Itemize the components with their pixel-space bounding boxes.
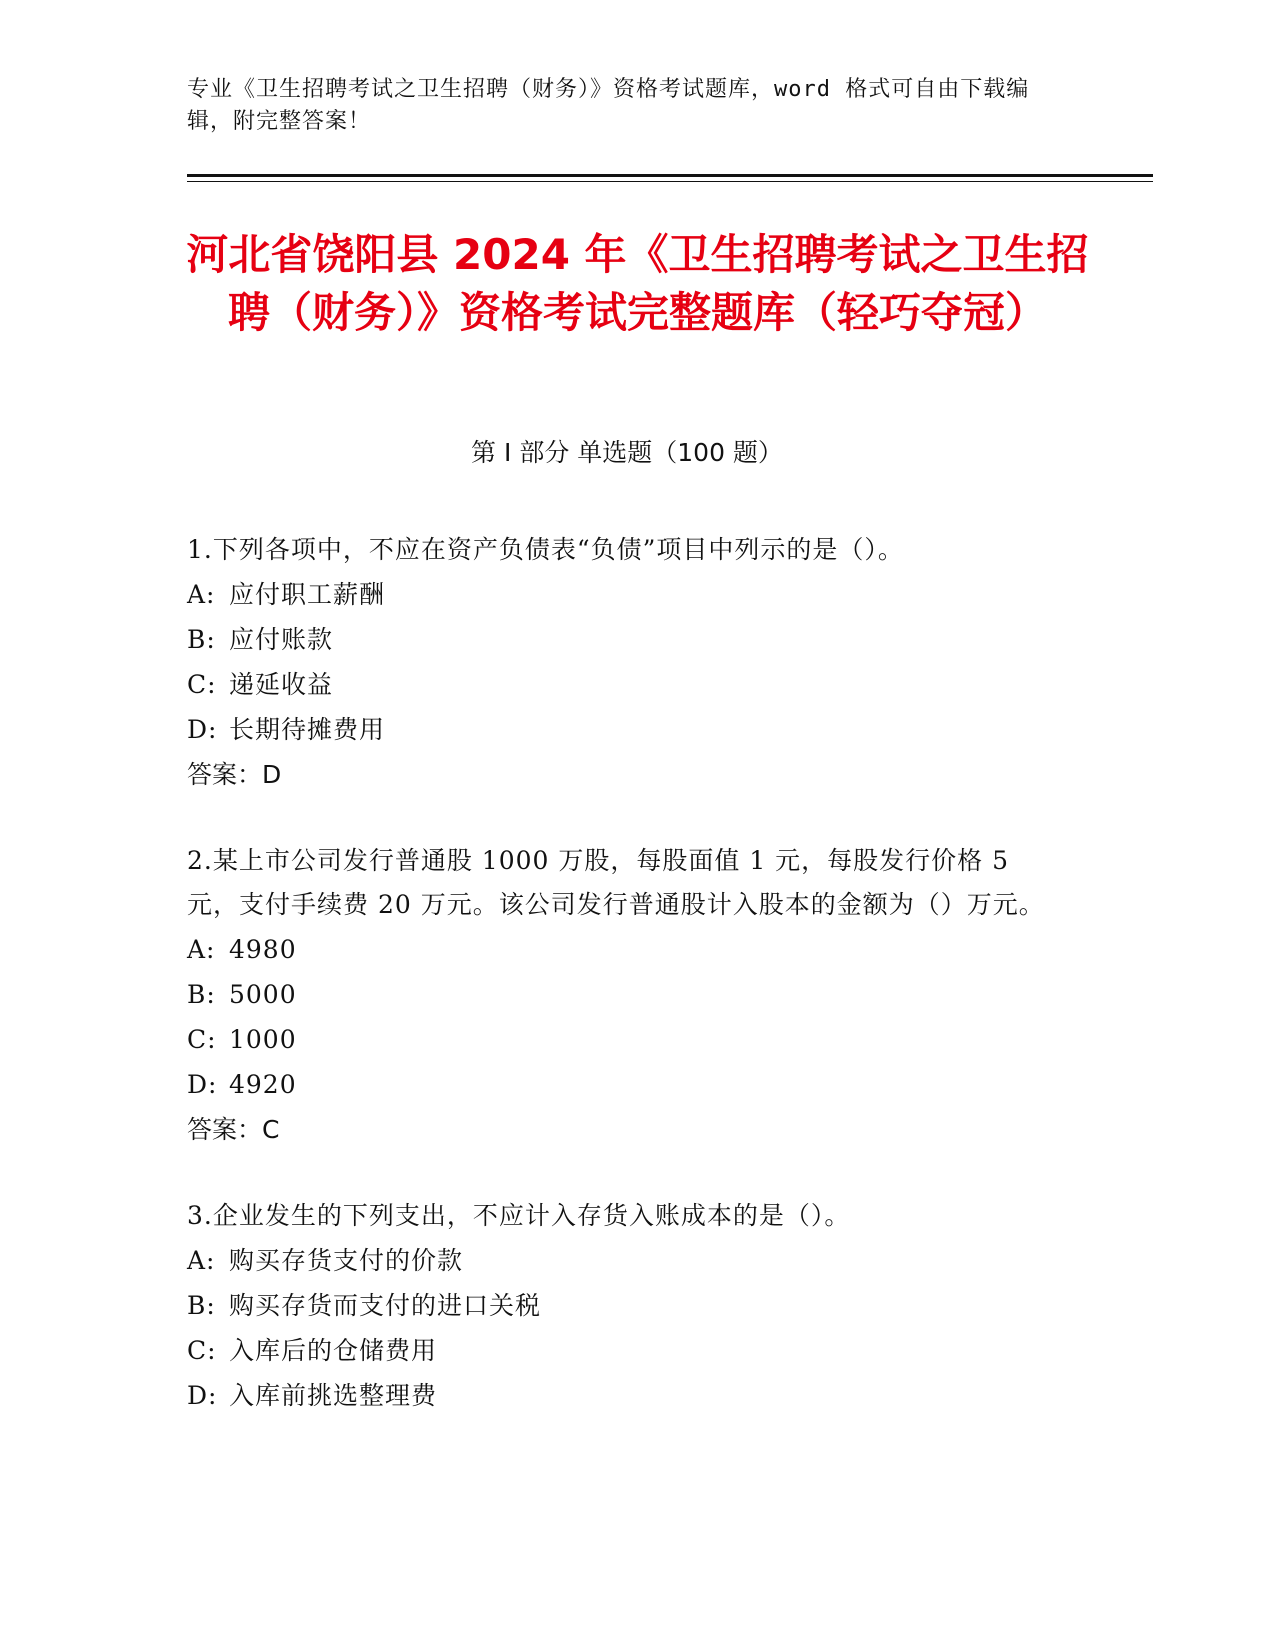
header-rule-thick — [187, 174, 1153, 177]
question-1 — [187, 528, 1067, 797]
question-list — [187, 528, 1067, 1460]
option-letter: A: — [187, 935, 216, 964]
header-note: 专业《卫生招聘考试之卫生招聘（财务）》资格考试题库，word 格式可自由下载编辑，附完整答案！ — [187, 77, 1030, 134]
question-stem: 1.下列各项中，不应在资产负债表“负债”项目中列示的是（）。 — [187, 535, 904, 564]
option-text: 递延收益 — [229, 670, 334, 699]
option-b — [187, 972, 1067, 1017]
option-letter: C: — [187, 670, 217, 699]
option-letter: D: — [187, 1381, 218, 1410]
option-text: 4980 — [229, 935, 297, 964]
answer: 答案：C — [187, 1115, 280, 1144]
option-c — [187, 662, 1067, 707]
option-letter: B: — [187, 625, 216, 654]
option-letter: B: — [187, 1291, 216, 1320]
question-stem: 2.某上市公司发行普通股 1000 万股，每股面值 1 元，每股发行价格 5 元，支付手续费 20 万元。该公司发行普通股计入股本的金额为（）万元。 — [187, 846, 1045, 919]
option-letter: D: — [187, 715, 218, 744]
option-b — [187, 1283, 1067, 1328]
header-rule-thin — [187, 181, 1153, 182]
option-text: 长期待摊费用 — [229, 715, 386, 744]
option-a — [187, 927, 1067, 972]
option-text: 入库后的仓储费用 — [229, 1336, 438, 1365]
option-d — [187, 1062, 1067, 1107]
option-letter: B: — [187, 980, 216, 1009]
option-c — [187, 1017, 1067, 1062]
option-a — [187, 572, 1067, 617]
option-letter: C: — [187, 1336, 217, 1365]
option-a — [187, 1238, 1067, 1283]
option-d — [187, 1373, 1067, 1418]
option-letter: D: — [187, 1070, 218, 1099]
section-title: 第 I 部分 单选题（100 题） — [471, 438, 783, 467]
option-letter: C: — [187, 1025, 217, 1054]
option-text: 入库前挑选整理费 — [229, 1381, 438, 1410]
option-text: 应付职工薪酬 — [229, 580, 386, 609]
option-letter: A: — [187, 1246, 216, 1275]
option-text: 购买存货支付的价款 — [229, 1246, 464, 1275]
option-text: 购买存货而支付的进口关税 — [229, 1291, 542, 1320]
option-text: 5000 — [229, 980, 297, 1009]
option-c — [187, 1328, 1067, 1373]
question-stem: 3.企业发生的下列支出，不应计入存货入账成本的是（）。 — [187, 1201, 851, 1230]
option-text: 1000 — [229, 1025, 297, 1054]
option-text: 应付账款 — [229, 625, 334, 654]
document-title: 河北省饶阳县 2024 年《卫生招聘考试之卫生招聘（财务）》资格考试完整题库（轻巧夺冠） — [186, 230, 1089, 337]
question-2 — [187, 839, 1067, 1152]
option-letter: A: — [187, 580, 216, 609]
option-b — [187, 617, 1067, 662]
option-text: 4920 — [229, 1070, 297, 1099]
answer: 答案：D — [187, 760, 282, 789]
option-d — [187, 707, 1067, 752]
question-3 — [187, 1194, 1067, 1418]
